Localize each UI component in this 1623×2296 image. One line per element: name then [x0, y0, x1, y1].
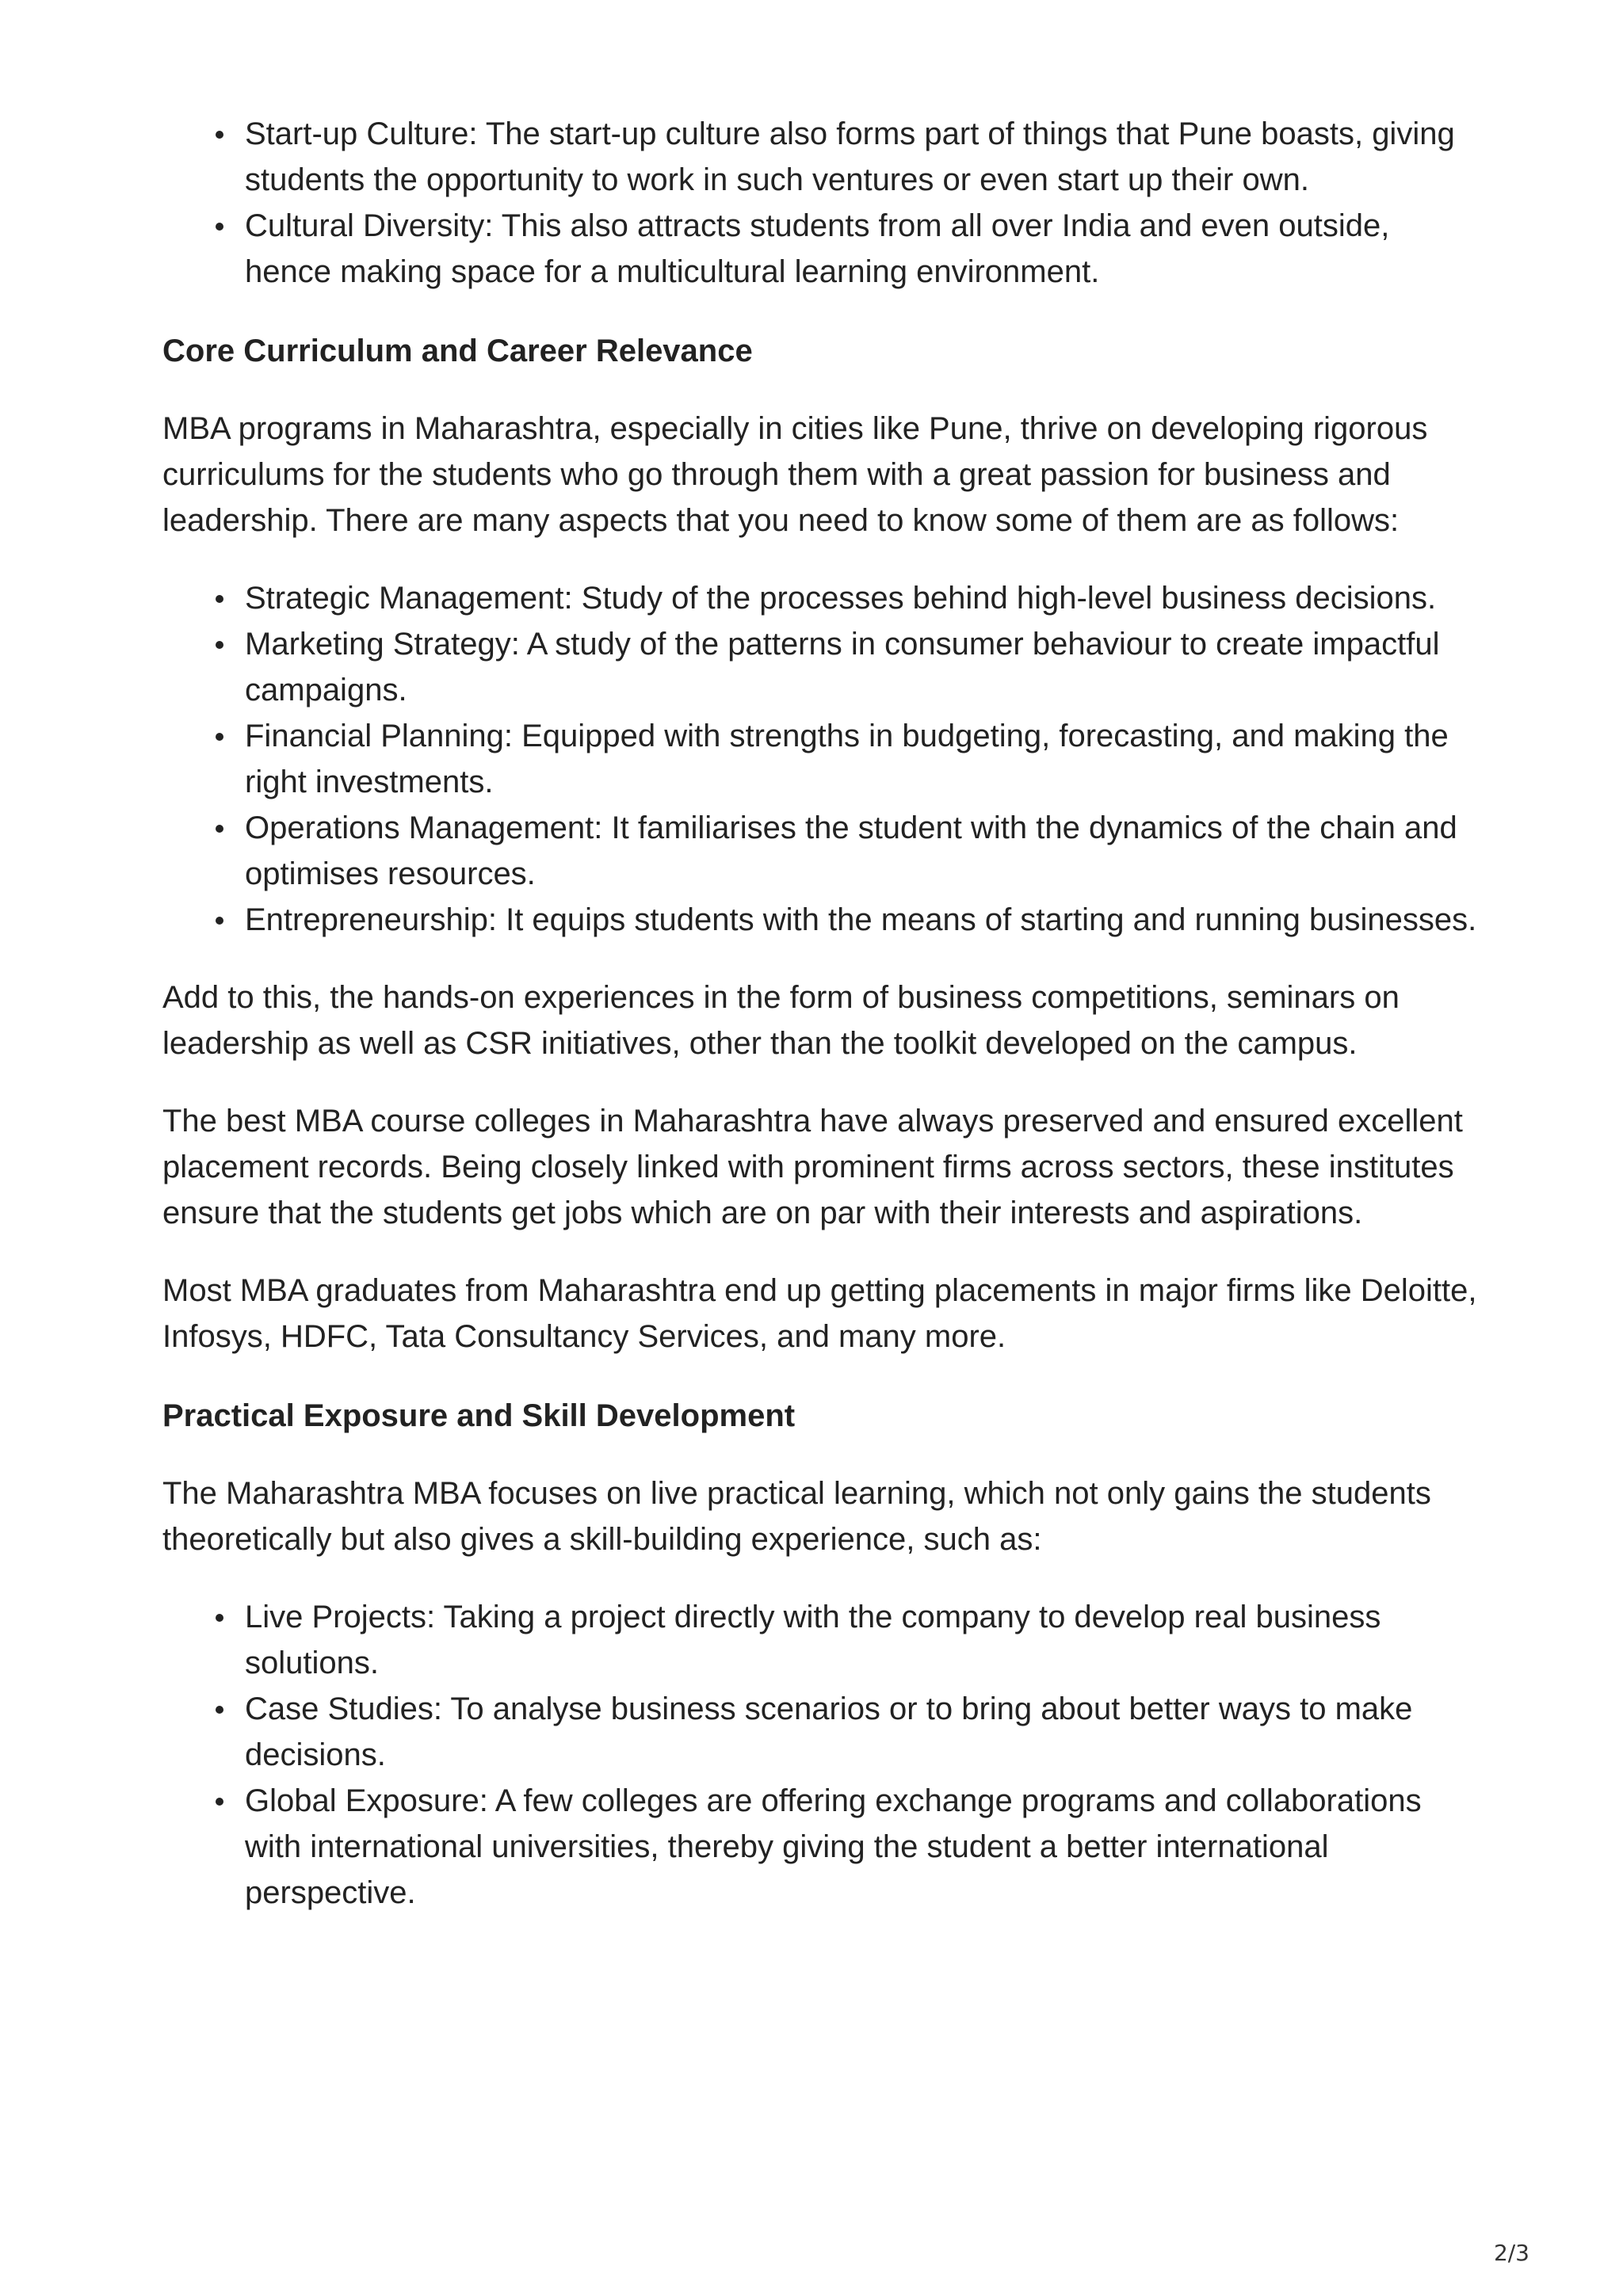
- page-number: 2/3: [1493, 2240, 1529, 2266]
- paragraph-hands-on: Add to this, the hands-on experiences in the form of business competitions, seminars on leadership as well as CSR initiatives, other than the toolkit developed on the campus.: [162, 980, 1400, 1061]
- document-body: [162, 111, 1478, 1916]
- list-item: Cultural Diversity: This also attracts students from all over India and even outside, hence making space for a multicultural learning environment.: [245, 203, 1478, 295]
- list-item: Global Exposure: A few colleges are offering exchange programs and collaborations with international universities, thereby giving the student a better international perspective.: [245, 1778, 1478, 1916]
- bullet-list-pune-advantages: [162, 111, 1478, 295]
- list-item: Entrepreneurship: It equips students with the means of starting and running businesses.: [245, 897, 1478, 943]
- list-item: Marketing Strategy: A study of the patterns in consumer behaviour to create impactful campaigns.: [245, 621, 1478, 713]
- list-item: Operations Management: It familiarises the student with the dynamics of the chain and optimises resources.: [245, 805, 1478, 897]
- paragraph-graduates: Most MBA graduates from Maharashtra end up getting placements in major firms like Deloitte, Infosys, HDFC, Tata Consultancy Services, and many more.: [162, 1273, 1477, 1354]
- section-heading-practical-exposure: Practical Exposure and Skill Development: [162, 1398, 796, 1433]
- list-item: Live Projects: Taking a project directly with the company to develop real business solutions.: [245, 1594, 1478, 1686]
- list-item: Strategic Management: Study of the processes behind high-level business decisions.: [245, 575, 1478, 621]
- bullet-list-skill-development: [162, 1594, 1478, 1916]
- paragraph-placements: The best MBA course colleges in Maharashtra have always preserved and ensured excellent placement records. Being closely linked with prominent firms across sectors, these institutes ensure that the students get jobs which are on par with their interests and aspirations.: [162, 1104, 1463, 1230]
- bullet-list-curriculum: [162, 575, 1478, 943]
- list-item: Financial Planning: Equipped with strengths in budgeting, forecasting, and making the right investments.: [245, 713, 1478, 805]
- paragraph-mba-programs: MBA programs in Maharashtra, especially in cities like Pune, thrive on developing rigorous curriculums for the students who go through them with a great passion for business and leadership. There are many aspects that you need to know some of them are as follows:: [162, 411, 1428, 538]
- list-item: Start-up Culture: The start-up culture also forms part of things that Pune boasts, giving students the opportunity to work in such ventures or even start up their own.: [245, 111, 1478, 203]
- list-item: Case Studies: To analyse business scenarios or to bring about better ways to make decisions.: [245, 1686, 1478, 1778]
- section-heading-core-curriculum: Core Curriculum and Career Relevance: [162, 334, 753, 368]
- paragraph-practical-learning: The Maharashtra MBA focuses on live practical learning, which not only gains the students theoretically but also gives a skill-building experience, such as:: [162, 1476, 1431, 1557]
